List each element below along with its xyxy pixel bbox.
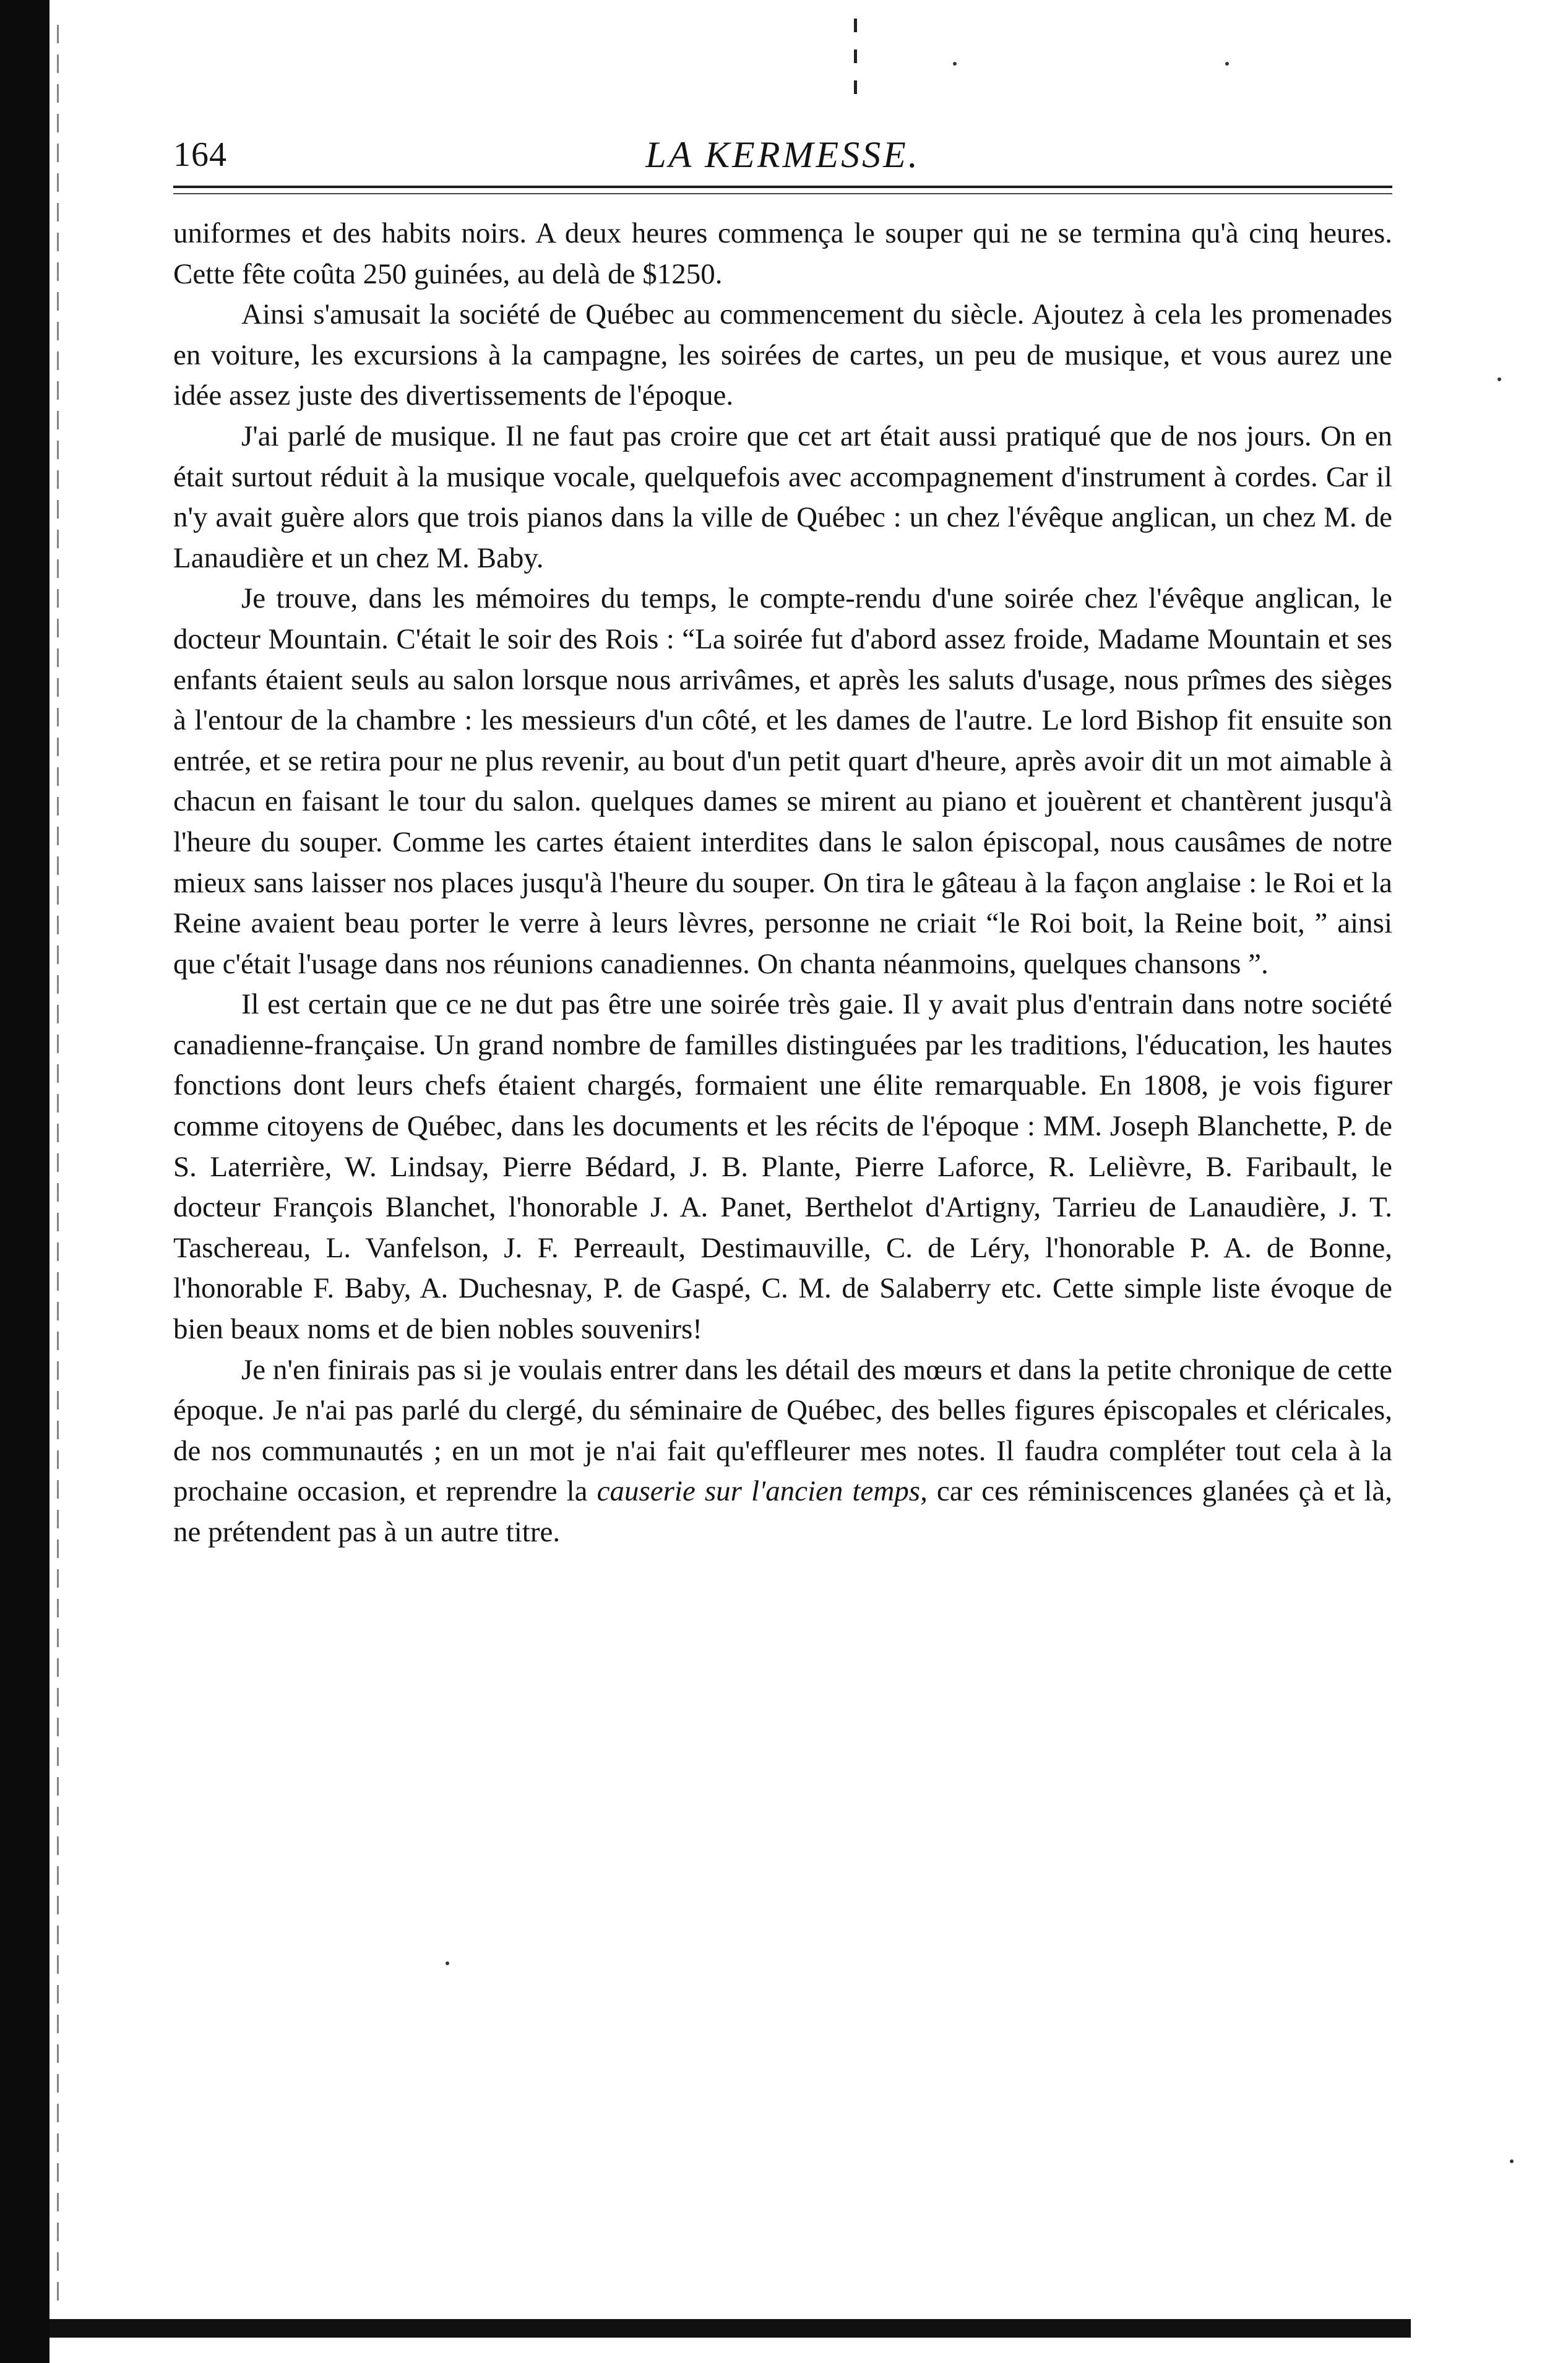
scan-speck — [953, 62, 957, 66]
scan-top-marks — [854, 19, 859, 105]
paragraph-6-text-a: Je n'en finirais pas si je voulais entrer dans les détail des mœurs et dans la petite chronique de cette époque. Je n'ai pas parlé du clergé, du séminaire de Québec, des belles figures épiscopales et cléricales, de nos communautés ; en un mot je n'ai fait qu'effleurer mes notes. Il faudra compléter tout cela à la prochaine occasion, et reprendre la — [173, 1353, 1392, 1508]
paragraph-6-text-b: car ces réminiscences glanées çà et là, ne prétendent pas à un autre titre. — [173, 1475, 1392, 1548]
header-rule-thin — [173, 193, 1392, 194]
paragraph-6-italic-title: causerie sur l'ancien temps, — [597, 1475, 928, 1508]
scan-left-edge — [0, 0, 50, 2363]
paragraph-5: Il est certain que ce ne dut pas être une soirée très gaie. Il y avait plus d'entrain dans notre société canadienne-française. Un grand nombre de familles distinguées par les traditions, l'éducation, les hautes fonctions dont leurs chefs étaient chargés, formaient une élite remarquable. En 1808, je vois figurer comme citoyens de Québec, dans les documents et les récits de l'époque : MM. Joseph Blanchette, P. de S. Laterrière, W. Lindsay, Pierre Bédard, J. B. Plante, Pierre Laforce, R. Lelièvre, B. Faribault, le docteur François Blanchet, l'honorable J. A. Panet, Berthelot d'Artigny, Tarrieu de Lanaudière, J. T. Taschereau, L. Vanfelson, J. F. Perreault, Destimauville, C. de Léry, l'honorable P. A. de Bonne, l'honorable F. Baby, A. Duchesnay, P. de Gaspé, C. M. de Salaberry etc. Cette simple liste évoque de bien beaux noms et de bien nobles souvenirs! — [173, 988, 1392, 1346]
paragraph-4: Je trouve, dans les mémoires du temps, le compte-rendu d'une soirée chez l'évêque anglican, le docteur Mountain. C'était le soir des Rois : “La soirée fut d'abord assez froide, Madame Mountain et ses enfants étaient seuls au salon lorsque nous arrivâmes, et après les saluts d'usage, nous prîmes des sièges à l'entour de la chambre : les messieurs d'un côté, et les dames de l'autre. Le lord Bishop fit ensuite son entrée, et se retira pour ne plus revenir, au bout d'un petit quart d'heure, après avoir dit un mot aimable à chacun en faisant le tour du salon. quelques dames se mirent au piano et jouèrent et chantèrent jusqu'à l'heure du souper. Comme les cartes étaient interdites dans le salon épiscopal, nous causâmes de notre mieux sans laisser nos places jusqu'à l'heure du souper. On tira le gâteau à la façon anglaise : le Roi et la Reine avaient beau porter le verre à leurs lèvres, personne ne criait “le Roi boit, la Reine boit, ” ainsi que c'était l'usage dans nos réunions canadiennes. On chanta néanmoins, quelques chansons ”. — [173, 582, 1392, 980]
scan-speck — [1225, 62, 1229, 66]
page-number: 164 — [173, 136, 227, 174]
scan-bottom-edge — [50, 2319, 1411, 2338]
header-rule-thick — [173, 186, 1392, 188]
paragraph-2: Ainsi s'amusait la société de Québec au commencement du siècle. Ajoutez à cela les promenades en voiture, les excursions à la campagne, les soirées de cartes, un peu de musique, et vous aurez une idée assez juste des divertissements de l'époque. — [173, 298, 1392, 412]
paragraph-1: uniformes et des habits noirs. A deux heures commença le souper qui ne se termina qu'à cinq heures. Cette fête coûta 250 guinées, au delà de $1250. — [173, 217, 1392, 290]
page-body — [173, 213, 1392, 1553]
running-title: LA KERMESSE. — [645, 134, 920, 175]
page-header — [173, 130, 1392, 179]
paragraph-3: J'ai parlé de musique. Il ne faut pas croire que cet art était aussi pratiqué que de nos jours. On en était surtout réduit à la musique vocale, quelquefois avec accompagnement d'instrument à cordes. Car il n'y avait guère alors que trois pianos dans la ville de Québec : un chez l'évêque anglican, un chez M. de Lanaudière et un chez M. Baby. — [173, 420, 1392, 574]
scan-binding-marks — [57, 25, 59, 2339]
scan-speck — [446, 1961, 449, 1965]
scan-speck — [1510, 2159, 1514, 2163]
scan-speck — [1497, 377, 1501, 381]
paragraph-6 — [173, 1350, 1392, 1553]
